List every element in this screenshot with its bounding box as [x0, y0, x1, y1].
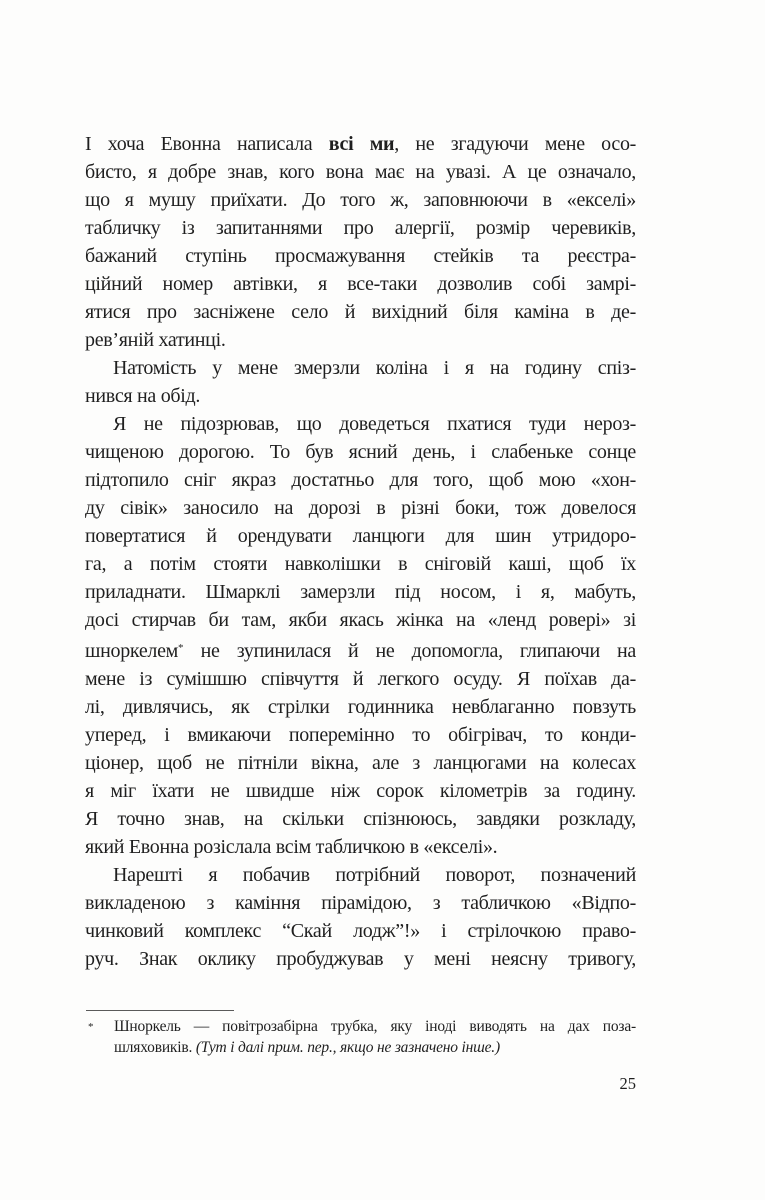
- text-line: [85, 861, 636, 889]
- text-line: [85, 578, 636, 606]
- footnote-divider: [86, 1010, 234, 1011]
- text-segment: всі ми: [328, 133, 395, 155]
- text-line: [85, 777, 636, 805]
- text-segment: чинковий комплекс “Скай лодж”!» і стрілочкою право-: [85, 920, 636, 943]
- text-line: [85, 606, 636, 634]
- paragraph: [85, 130, 636, 354]
- text-segment: ятися про засніжене село й вихідний біля каміна в де-: [85, 301, 636, 323]
- text-segment: лі, дивлячись, як стрілки годинника невблаганно повзуть: [85, 696, 636, 719]
- text-line: [85, 438, 636, 466]
- paragraph: [85, 861, 636, 973]
- text-segment: шноркелем: [85, 640, 179, 663]
- text-segment: нився на обід.: [85, 385, 201, 407]
- text-segment: підтопило сніг якраз достатньо для того, щоб мою «хон-: [85, 469, 636, 491]
- text-line: [85, 466, 636, 494]
- text-line: [85, 214, 636, 242]
- text-segment: Натомість у мене змерзли коліна і я на годину спіз-: [113, 357, 636, 379]
- text-line: [85, 326, 636, 354]
- text-segment: не зупинилася й не допомогла, глипаючи на: [183, 640, 636, 663]
- text-segment: чищеною дорогою. То був ясний день, і слабеньке сонце: [85, 441, 636, 463]
- text-segment: повертатися й орендувати ланцюги для шин утридоро-: [85, 525, 636, 547]
- text-line: [85, 749, 636, 777]
- footnote-text: [114, 1016, 636, 1058]
- text-segment: І хоча Евонна написала: [85, 133, 329, 155]
- footnote-marker: *: [88, 1021, 94, 1033]
- body-text: [85, 130, 636, 973]
- paragraph: [85, 410, 636, 861]
- text-segment: га, а потім стояти навколішки в сніговій каші, щоб їх: [85, 553, 636, 575]
- paragraph: [85, 354, 636, 410]
- text-segment: уперед, і вмикаючи поперемінно то обігрівач, то конди-: [85, 724, 636, 747]
- text-segment: ційний номер автівки, я все-таки дозволив собі замрі-: [85, 273, 636, 295]
- text-segment: я міг їхати не швидше ніж сорок кілометрів за годину.: [85, 780, 636, 803]
- text-line: [114, 1016, 636, 1037]
- text-segment: викладеною з каміння пірамідою, з табличкою «Відпо-: [85, 892, 636, 915]
- text-segment: рев’яній хатинці.: [85, 329, 226, 351]
- text-segment: руч. Знак оклику пробуджував у мені неясну тривогу,: [85, 948, 636, 971]
- text-line: [85, 522, 636, 550]
- text-segment: Шноркель — повітрозабірна трубка, яку іноді виводять на дах поза-: [114, 1018, 636, 1035]
- text-segment: (Тут і далі прим. пер., якщо не зазначено інше.): [195, 1039, 500, 1056]
- footnote: [86, 1016, 636, 1058]
- text-segment: Нарешті я побачив потрібний поворот, позначений: [113, 864, 636, 887]
- text-line: [85, 494, 636, 522]
- text-line: [85, 242, 636, 270]
- text-line: [85, 665, 636, 693]
- text-line: [85, 889, 636, 917]
- text-line: [85, 833, 636, 861]
- text-line: [85, 382, 636, 410]
- text-segment: досі стирчав би там, якби якась жінка на «ленд ровері» зі: [85, 609, 636, 631]
- text-segment: Я точно знав, на скільки спізнююсь, завдяки розкладу,: [85, 808, 636, 831]
- text-line: [85, 186, 636, 214]
- page-number: 25: [619, 1074, 636, 1093]
- text-line: [85, 693, 636, 721]
- text-line: [85, 550, 636, 578]
- text-line: [85, 721, 636, 749]
- text-segment: що я мушу приїхати. До того ж, заповнюючи в «екселі»: [85, 189, 636, 211]
- text-line: [85, 945, 636, 973]
- text-segment: Я не підозрював, що доведеться пхатися туди нероз-: [113, 413, 636, 435]
- text-segment: *: [178, 642, 184, 654]
- text-segment: , не згадуючи мене осо-: [394, 133, 637, 155]
- text-line: [85, 917, 636, 945]
- text-line: [85, 130, 636, 158]
- text-segment: приладнати. Шмарклі замерзли під носом, і я, мабуть,: [85, 581, 636, 603]
- text-segment: який Евонна розіслала всім табличкою в «екселі».: [85, 836, 498, 859]
- text-line: [85, 270, 636, 298]
- text-segment: бисто, я добре знав, кого вона має на увазі. А це означало,: [85, 161, 636, 183]
- text-segment: табличку із запитаннями про алергії, розмір черевиків,: [85, 217, 636, 239]
- text-line: [85, 410, 636, 438]
- text-line: [85, 805, 636, 833]
- text-line: [85, 158, 636, 186]
- text-line: [114, 1037, 636, 1058]
- text-segment: бажаний ступінь просмажування стейків та реєстра-: [85, 245, 636, 267]
- text-segment: ціонер, щоб не пітніли вікна, але з ланцюгами на колесах: [85, 752, 636, 775]
- text-line: [85, 298, 636, 326]
- text-segment: ду сівік» заносило на дорозі в різні боки, тож довелося: [85, 497, 636, 519]
- text-segment: мене із сумішшю співчуття й легкого осуду. Я поїхав да-: [85, 668, 636, 691]
- text-line: [85, 354, 636, 382]
- text-segment: шляховиків.: [114, 1039, 196, 1056]
- text-line: [85, 634, 636, 665]
